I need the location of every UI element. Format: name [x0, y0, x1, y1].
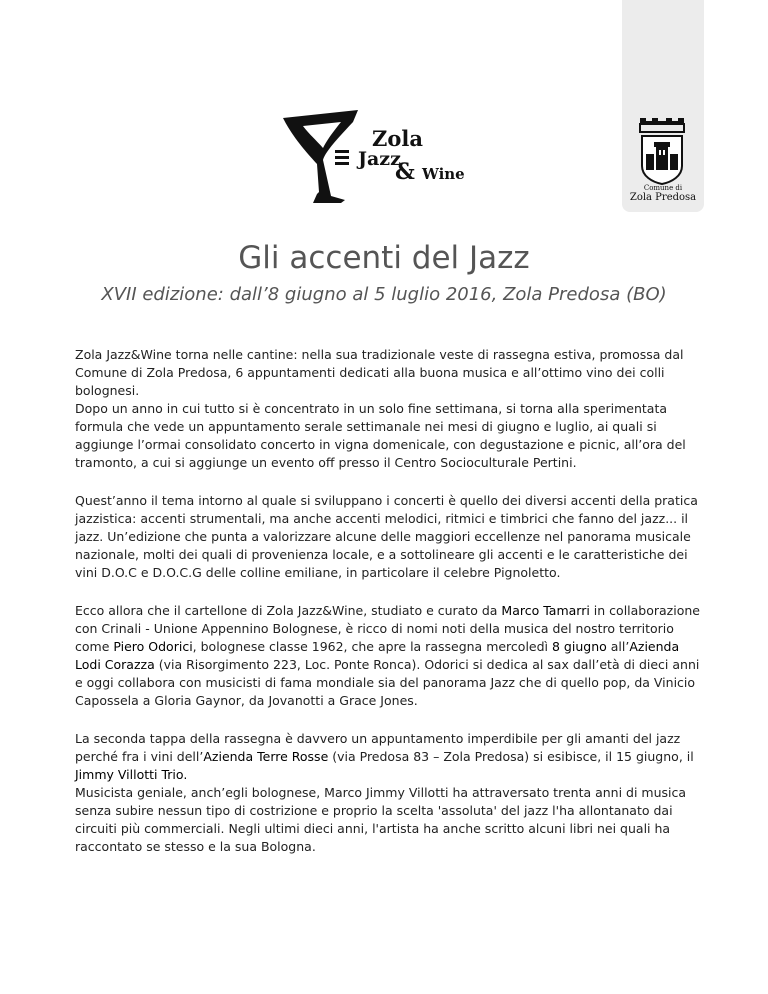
logo-text-jazz: Jazz: [358, 148, 401, 170]
paragraph-3: [75, 602, 700, 710]
highlight-azienda-lodi-corazza: Azienda Lodi Corazza: [75, 639, 680, 672]
paragraph-3-text-4: all’: [606, 639, 630, 654]
page-subtitle: XVII edizione: dall’8 giugno al 5 luglio 2016, Zola Predosa (BO): [101, 284, 667, 305]
crest-caption-small: Comune di: [643, 184, 683, 192]
highlight-date-8-giugno: 8 giugno: [552, 639, 607, 654]
paragraph-3-text-1: Ecco allora che il cartellone di Zola Jazz&Wine, studiato e curato da: [75, 603, 502, 618]
paragraph-1-text-a: Zola Jazz&Wine torna nelle cantine: nella sua tradizionale veste di rassegna estiva, promossa dal Comune di Zola Predosa, 6 appuntamenti dedicati alla buona musica e all’ottimo vino dei colli bolognesi.: [75, 347, 684, 398]
page-title: Gli accenti del Jazz: [238, 240, 530, 276]
paragraph-4: [75, 730, 700, 856]
logo-text-ampersand: &: [395, 159, 415, 185]
paragraph-3-text-2: in collaborazione con Crinali - Unione Appennino Bolognese, è ricco di nomi noti della musica del nostro territorio come: [75, 603, 700, 654]
paragraph-3-text-3: , bolognese classe 1962, che apre la rassegna mercoledì: [192, 639, 552, 654]
paragraph-4-text-2: (via Predosa 83 – Zola Predosa) si esibisce, il 15 giugno, il: [328, 749, 694, 764]
logo-text-wine: Wine: [422, 165, 465, 183]
paragraph-3-text-5: (via Risorgimento 223, Loc. Ponte Ronca). Odorici si dedica al sax dall’età di dieci anni e oggi collabora con musicisti di fama mondiale sia del panorama Jazz che di quello pop, da Vinicio Capossela a Gloria Gaynor, da Jovanotti a Grace Jones.: [75, 657, 700, 708]
highlight-azienda-terre-rosse: Azienda Terre Rosse: [203, 749, 329, 764]
logo-text-zola: Zola: [372, 126, 423, 151]
paragraph-1-text-b: Dopo un anno in cui tutto si è concentrato in un solo fine settimana, si torna alla sperimentata formula che vede un appuntamento serale settimanale nei mesi di giugno e luglio, ai quali si aggiunge l’ormai consolidato concerto in vigna domenicale, con degustazione e picnic, all’ora del tramonto, a cui si aggiunge un evento off presso il Centro Socioculturale Pertini.: [75, 401, 686, 470]
article-body: [75, 346, 700, 876]
paragraph-4-text-b: Musicista geniale, anch’egli bolognese, Marco Jimmy Villotti ha attraversato trenta anni di musica senza subire nessun tipo di costrizione e proprio la scelta 'assoluta' del jazz l'ha allontanato dai circuiti più commerciali. Negli ultimi dieci anni, l'artista ha anche scritto alcuni libri nei quali ha raccontato se stesso e la sua Bologna.: [75, 785, 687, 854]
highlight-jimmy-villotti-trio: Jimmy Villotti Trio.: [75, 767, 188, 782]
highlight-marco-tamarri: Marco Tamarri: [501, 603, 590, 618]
paragraph-2: Quest’anno il tema intorno al quale si sviluppano i concerti è quello dei diversi accenti della pratica jazzistica: accenti strumentali, ma anche accenti melodici, ritmici e timbrici che fanno del jazz... il jazz. Un’edizione che punta a valorizzare alcune delle maggiori eccellenze nel panorama musicale nazionale, molti dei quali di provenienza locale, e a sottolineare gli accenti e le caratteristiche dei vini D.O.C e D.O.C.G delle colline emiliane, in particolare il celebre Pignoletto.: [75, 493, 698, 580]
highlight-piero-odorici: Piero Odorici: [113, 639, 193, 654]
crest-caption-name: Zola Predosa: [629, 192, 697, 203]
paragraph-1: [75, 346, 700, 472]
paragraph-4-text-1: La seconda tappa della rassegna è davvero un appuntamento imperdibile per gli amanti del jazz perché fra i vini dell’: [75, 731, 681, 764]
